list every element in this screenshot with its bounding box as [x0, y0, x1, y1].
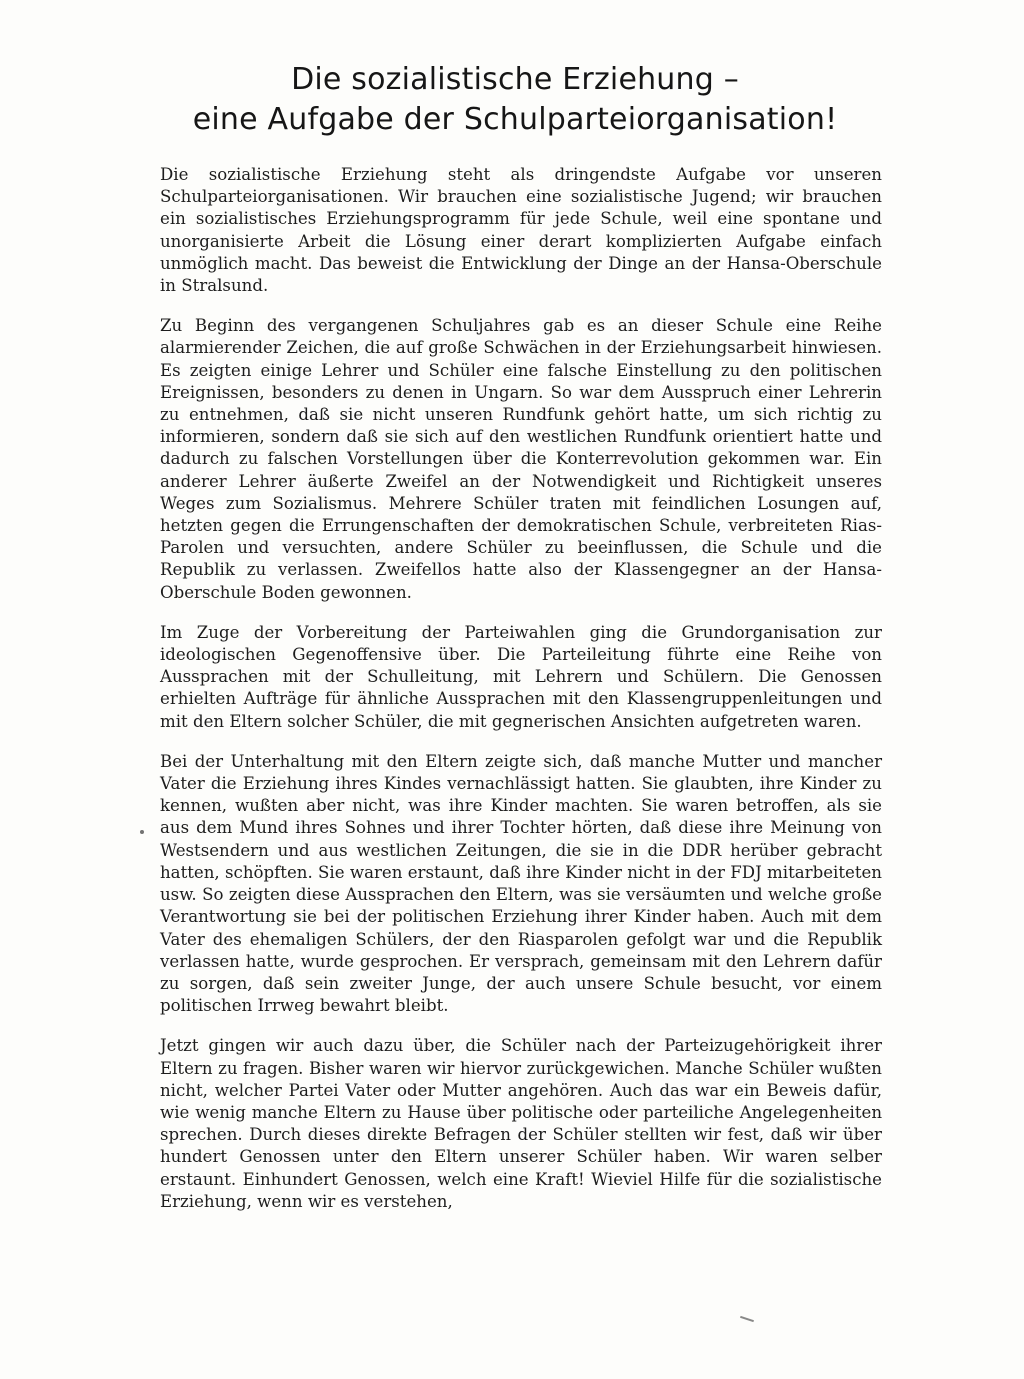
paragraph-2: Zu Beginn des vergangenen Schuljahres gab es an dieser Schule eine Reihe alarmierender Zeichen, die auf große Schwächen in der Erziehungsarbeit hinwiesen. Es zeigten einige Lehrer und Schüler eine falsche Einstellung zu den politischen Ereignissen, besonders zu denen in Ungarn. So war dem Ausspruch einer Lehrerin zu entnehmen, daß sie nicht unseren Rundfunk gehört hatte, um sich richtig zu informieren, sondern daß sie sich auf den westlichen Rundfunk orientiert hatte und dadurch zu falschen Vorstellungen über die Konterrevolution gekommen war. Ein anderer Lehrer äußerte Zweifel an der Notwendigkeit und Richtigkeit unseres Weges zum Sozialismus. Mehrere Schüler traten mit feindlichen Losungen auf, hetzten gegen die Errungenschaften der demokratischen Schule, verbreiteten Rias-Parolen und versuchten, andere Schüler zu beeinflussen, die Schule und die Republik zu verlassen. Zweifellos hatte also der Klassengegner an der Hansa-Oberschule Boden gewonnen. — [160, 316, 882, 602]
paragraph-5: Jetzt gingen wir auch dazu über, die Schüler nach der Parteizugehörigkeit ihrer Eltern zu fragen. Bisher waren wir hiervor zurückgewichen. Manche Schüler wußten nicht, welcher Partei Vater oder Mutter angehören. Auch das war ein Beweis dafür, wie wenig manche Eltern zu Hause über politische oder parteiliche Angelegenheiten sprechen. Durch dieses direkte Befragen der Schüler stellten wir fest, daß wir über hundert Genossen unter den Eltern unserer Schüler haben. Wir waren selber erstaunt. Einhundert Genossen, welch eine Kraft! Wieviel Hilfe für die sozialistische Erziehung, wenn wir es verstehen, — [160, 1036, 882, 1211]
paragraph-3: Im Zuge der Vorbereitung der Parteiwahlen ging die Grundorganisation zur ideologischen Gegenoffensive über. Die Parteileitung führte eine Reihe von Aussprachen mit der Schulleitung, mit Lehrern und Schülern. Die Genossen erhielten Aufträge für ähnliche Aussprachen mit den Klassengruppenleitungen und mit den Eltern solcher Schüler, die mit gegnerischen Ansichten aufgetreten waren. — [160, 622, 882, 731]
ink-mark — [140, 830, 144, 834]
paragraph-4: Bei der Unterhaltung mit den Eltern zeigte sich, daß manche Mutter und mancher Vater die Erziehung ihres Kindes vernachlässigt hatten. Sie glaubten, ihre Kinder zu kennen, wußten aber nicht, was ihre Kinder machten. Sie waren betroffen, als sie aus dem Mund ihres Sohnes und ihrer Tochter hörten, daß diese ihre Meinung von Westsendern und aus westlichen Zeitungen, die sie in die DDR herüber gebracht hatten, schöpften. Sie waren erstaunt, daß ihre Kinder nicht in der FDJ mitarbeiteten usw. So zeigten diese Aussprachen den Eltern, was sie versäumten und welche große Verantwortung sie bei der politischen Erziehung ihrer Kinder haben. Auch mit dem Vater des ehemaligen Schülers, der den Riasparolen gefolgt war und die Republik verlassen hatte, wurde gesprochen. Er versprach, gemeinsam mit den Lehrern dafür zu sorgen, daß sein zweiter Junge, der auch unsere Schule besucht, vor einem politischen Irrweg bewahrt bleibt. — [160, 751, 882, 1016]
paragraph-1: Die sozialistische Erziehung steht als dringendste Aufgabe vor unseren Schulparteiorganisationen. Wir brauchen eine sozialistische Jugend; wir brauchen ein sozialistisches Erziehungsprogramm für jede Schule, weil eine spontane und unorganisierte Arbeit die Lösung einer derart komplizierten Aufgabe einfach unmöglich macht. Das beweist die Entwicklung der Dinge an der Hansa-Oberschule in Stralsund. — [160, 165, 882, 296]
title-line-1: Die sozialistische Erziehung – — [291, 62, 739, 97]
article-body — [160, 164, 882, 1213]
pencil-mark — [740, 1316, 754, 1322]
title-line-2: eine Aufgabe der Schulparteiorganisation! — [192, 102, 838, 137]
page-title — [150, 60, 880, 140]
